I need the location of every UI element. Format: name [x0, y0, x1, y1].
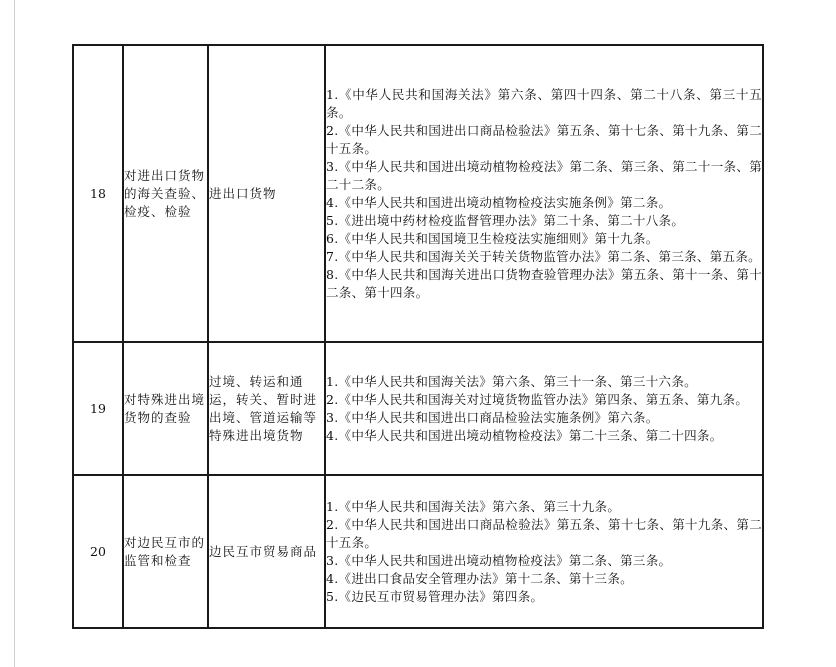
legal-basis-item: 3.《中华人民共和国进出口商品检验法实施条例》第六条。: [326, 409, 659, 425]
legal-basis-item: 8.《中华人民共和国海关进出口货物查验管理办法》第五条、第十一条、第十二条、第十四条。: [326, 266, 762, 300]
legal-basis-item: 2.《中华人民共和国进出口商品检验法》第五条、第十七条、第十九条、第二十五条。: [326, 516, 762, 550]
legal-basis-item: 6.《中华人民共和国国境卫生检疫法实施细则》第十九条。: [326, 230, 659, 246]
legal-basis-cell: [325, 342, 763, 475]
row-number: 19: [73, 342, 123, 475]
table-row-20: [73, 475, 763, 628]
legal-basis-item: 4.《中华人民共和国进出境动植物检疫法实施条例》第二条。: [326, 194, 672, 210]
legal-basis-item: 2.《中华人民共和国进出口商品检验法》第五条、第十七条、第十九条、第二十五条。: [326, 122, 762, 156]
page-left-edge-rule: [14, 0, 15, 667]
object-cell: 过境、转运和通运，转关、暂时进出境、管道运输等特殊进出境货物: [208, 342, 325, 475]
object-cell: 边民互市贸易商品: [208, 475, 325, 628]
legal-basis-item: 5.《边民互市贸易管理办法》第四条。: [326, 588, 544, 604]
legal-basis-list: [326, 86, 762, 302]
legal-basis-item: 5.《进出境中药材检疫监督管理办法》第二十条、第二十八条。: [326, 212, 685, 228]
legal-basis-item: 1.《中华人民共和国海关法》第六条、第三十一条、第三十六条。: [326, 373, 697, 389]
item-name-cell: 对进出口货物的海关查验、检疫、检验: [123, 45, 208, 342]
law-basis-table: [72, 44, 764, 629]
item-name-cell: 对特殊进出境货物的查验: [123, 342, 208, 475]
legal-basis-cell: [325, 475, 763, 628]
legal-basis-item: 3.《中华人民共和国进出境动植物检疫法》第二条、第三条、第二十一条、第二十二条。: [326, 158, 762, 192]
table-row-18: [73, 45, 763, 342]
row-number: 18: [73, 45, 123, 342]
legal-basis-list: [326, 373, 762, 445]
legal-basis-item: 1.《中华人民共和国海关法》第六条、第四十四条、第二十八条、第三十五条。: [326, 86, 762, 120]
item-name-cell: 对边民互市的监管和检查: [123, 475, 208, 628]
table-row-19: [73, 342, 763, 475]
legal-basis-item: 7.《中华人民共和国海关关于转关货物监管办法》第二条、第三条、第五条。: [326, 248, 761, 264]
legal-basis-cell: [325, 45, 763, 342]
legal-basis-item: 3.《中华人民共和国进出境动植物检疫法》第二条、第三条。: [326, 552, 672, 568]
row-number: 20: [73, 475, 123, 628]
legal-basis-list: [326, 498, 762, 606]
legal-basis-item: 4.《中华人民共和国进出境动植物检疫法》第二十三条、第二十四条。: [326, 427, 723, 443]
legal-basis-item: 4.《进出口食品安全管理办法》第十二条、第十三条。: [326, 570, 633, 586]
object-cell: 进出口货物: [208, 45, 325, 342]
legal-basis-item: 2.《中华人民共和国海关对过境货物监管办法》第四条、第五条、第九条。: [326, 391, 749, 407]
legal-basis-item: 1.《中华人民共和国海关法》第六条、第三十九条。: [326, 498, 621, 514]
